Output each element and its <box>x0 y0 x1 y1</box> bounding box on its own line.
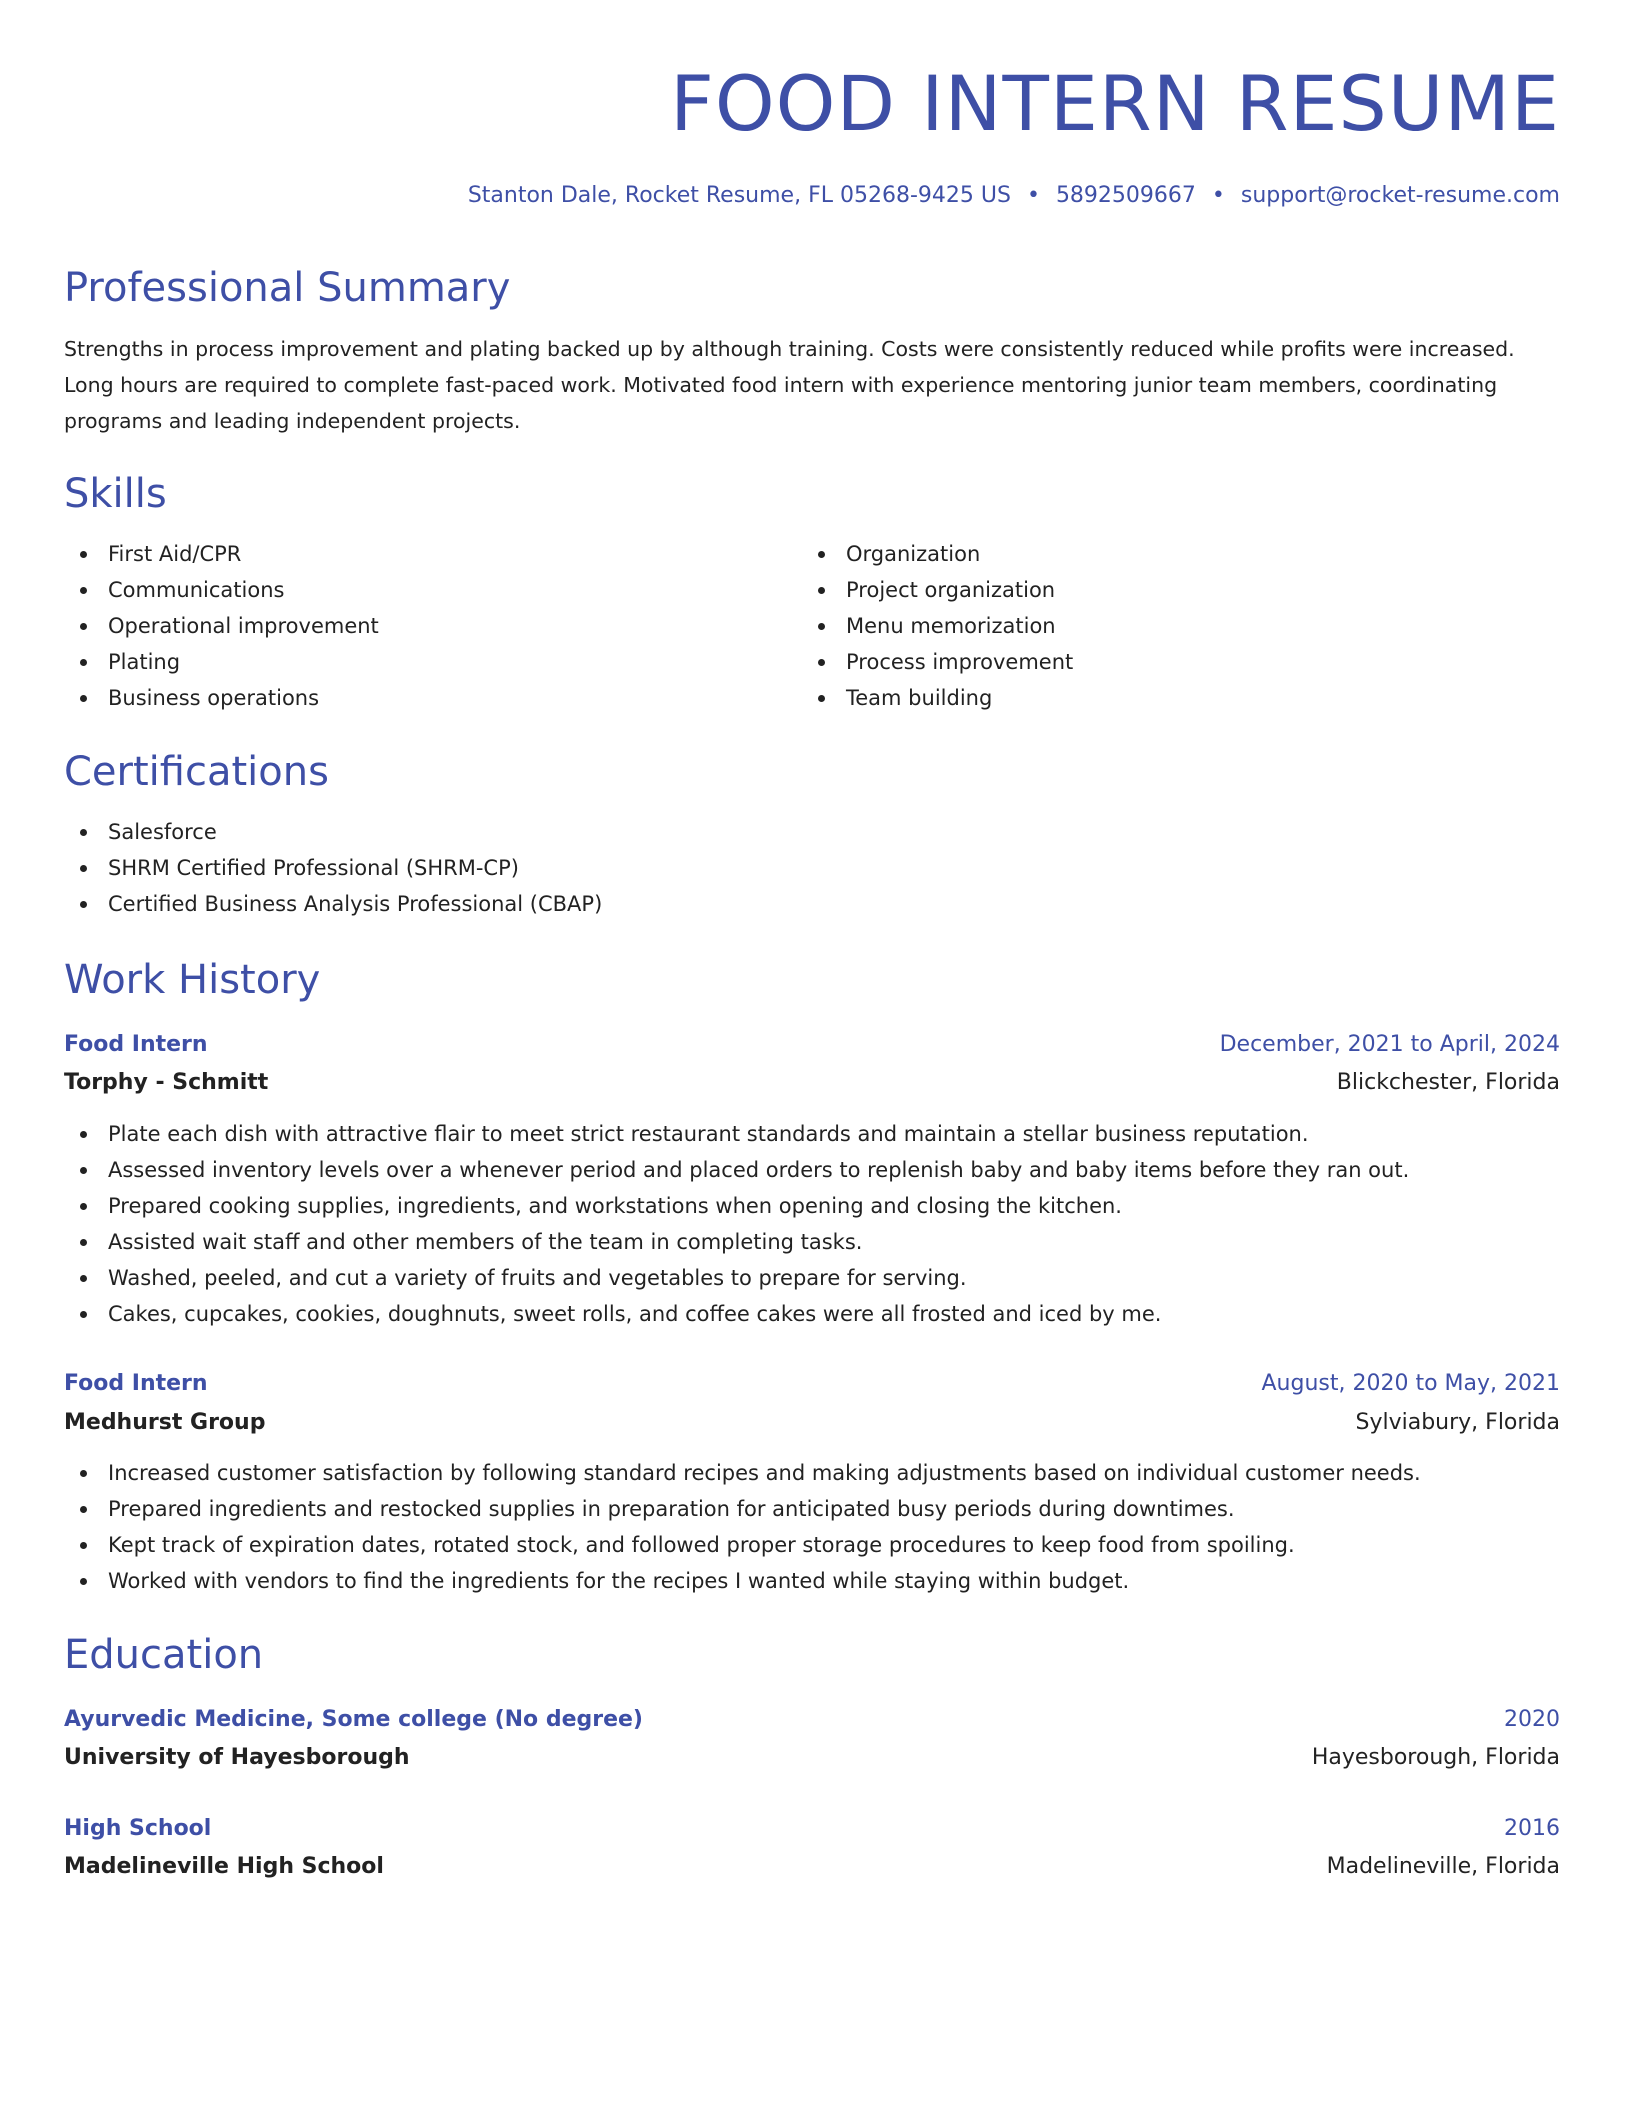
education-school: University of Hayesborough <box>64 1745 410 1770</box>
job-duties-list <box>64 1116 1409 1332</box>
job-employer-row <box>64 1406 1560 1440</box>
skills-list-right <box>802 536 1073 716</box>
skill-item: First Aid/CPR <box>64 536 379 572</box>
resume-page <box>64 0 1560 2112</box>
skill-item: Menu memorization <box>802 608 1073 644</box>
job-title: Food Intern <box>64 1371 208 1396</box>
job-location: Sylviabury, Florida <box>1355 1410 1560 1435</box>
skill-item: Communications <box>64 572 379 608</box>
certifications-heading: Certifications <box>64 749 329 795</box>
job-duty: Prepared ingredients and restocked supplies in preparation for anticipated busy periods during downtimes. <box>64 1491 1421 1527</box>
contact-separator: • <box>1211 183 1225 208</box>
job-duty: Assessed inventory levels over a whenever period and placed orders to replenish baby and baby items before they ran out. <box>64 1152 1409 1188</box>
contact-phone: 5892509667 <box>1055 183 1196 208</box>
contact-separator: • <box>1026 183 1040 208</box>
work-history-heading: Work History <box>64 957 321 1003</box>
job-title: Food Intern <box>64 1032 208 1057</box>
job-duty: Cakes, cupcakes, cookies, doughnuts, sweet rolls, and coffee cakes were all frosted and iced by me. <box>64 1296 1409 1332</box>
job-dates: August, 2020 to May, 2021 <box>1261 1371 1560 1396</box>
education-school: Madelineville High School <box>64 1854 384 1879</box>
job-employer-row <box>64 1066 1560 1100</box>
job-employer: Torphy - Schmitt <box>64 1070 269 1095</box>
resume-title: FOOD INTERN RESUME <box>670 59 1560 148</box>
job-dates: December, 2021 to April, 2024 <box>1219 1032 1560 1057</box>
job-duty: Increased customer satisfaction by following standard recipes and making adjustments based on individual customer needs. <box>64 1455 1421 1491</box>
job-header <box>64 1367 1560 1401</box>
job-duty: Prepared cooking supplies, ingredients, and workstations when opening and closing the kitchen. <box>64 1188 1409 1224</box>
job-duties-list <box>64 1455 1421 1599</box>
contact-line <box>468 180 1560 212</box>
job-location: Blickchester, Florida <box>1336 1070 1560 1095</box>
job-employer: Medhurst Group <box>64 1410 266 1435</box>
education-heading: Education <box>64 1632 264 1678</box>
skill-item: Operational improvement <box>64 608 379 644</box>
skills-heading: Skills <box>64 471 167 517</box>
education-location: Hayesborough, Florida <box>1311 1745 1560 1770</box>
education-school-row <box>64 1850 1560 1884</box>
certification-item: SHRM Certified Professional (SHRM-CP) <box>64 850 602 886</box>
education-header <box>64 1812 1560 1846</box>
education-year: 2020 <box>1504 1707 1560 1732</box>
certifications-list <box>64 814 602 922</box>
skill-item: Organization <box>802 536 1073 572</box>
education-degree: High School <box>64 1816 212 1841</box>
job-header <box>64 1028 1560 1062</box>
job-duty: Plate each dish with attractive flair to meet strict restaurant standards and maintain a stellar business reputation. <box>64 1116 1409 1152</box>
summary-text: Strengths in process improvement and plating backed up by although training. Costs were consistently reduced while profits were increased. Long hours are required to complete fast-paced work. Motivated food intern with experience mentoring junior team members, coordinating programs and leading independent projects. <box>64 337 1515 433</box>
certification-item: Certified Business Analysis Professional (CBAP) <box>64 886 602 922</box>
skills-list-left <box>64 536 379 716</box>
job-duty: Assisted wait staff and other members of the team in completing tasks. <box>64 1224 1409 1260</box>
education-location: Madelineville, Florida <box>1326 1854 1560 1879</box>
skill-item: Team building <box>802 680 1073 716</box>
contact-address: Stanton Dale, Rocket Resume, FL 05268-9425 US <box>467 183 1011 208</box>
education-school-row <box>64 1741 1560 1775</box>
education-degree: Ayurvedic Medicine, Some college (No degree) <box>64 1707 643 1732</box>
job-duty: Washed, peeled, and cut a variety of fruits and vegetables to prepare for serving. <box>64 1260 1409 1296</box>
job-duty: Kept track of expiration dates, rotated stock, and followed proper storage procedures to keep food from spoiling. <box>64 1527 1421 1563</box>
contact-email[interactable]: support@rocket-resume.com <box>1240 183 1560 208</box>
education-year: 2016 <box>1504 1816 1560 1841</box>
skill-item: Project organization <box>802 572 1073 608</box>
education-header <box>64 1703 1560 1737</box>
skill-item: Plating <box>64 644 379 680</box>
skill-item: Business operations <box>64 680 379 716</box>
summary-heading: Professional Summary <box>64 265 511 311</box>
job-duty: Worked with vendors to find the ingredients for the recipes I wanted while staying within budget. <box>64 1563 1421 1599</box>
skill-item: Process improvement <box>802 644 1073 680</box>
certification-item: Salesforce <box>64 814 602 850</box>
